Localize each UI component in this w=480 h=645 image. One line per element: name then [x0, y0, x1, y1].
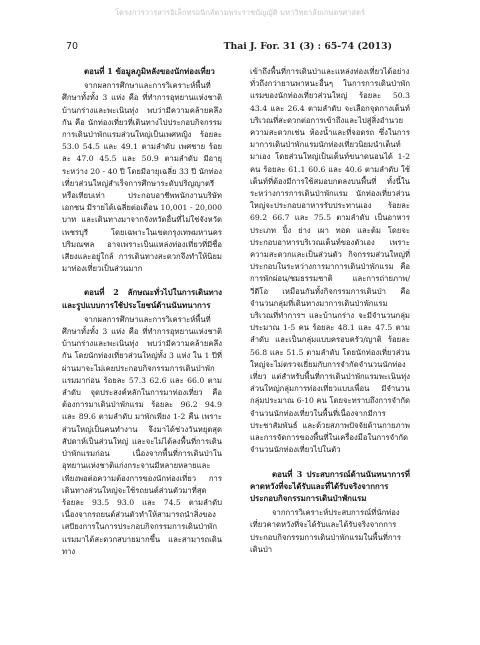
left-column	[62, 66, 222, 558]
section-3-heading: ตอนที่ 3 ประสบการณ์ด้านนันทนาการที่คาดหวังที่จะได้รับและที่ได้รับจริงจากการประกอบกิจกรรมการเดินป่าพักแรม	[250, 469, 410, 503]
section-2-heading: ตอนที่ 2 ลักษณะทั่วไปในการเดินทางและรูปแบบการใช้ประโยชน์ด้านนันทนาการ	[62, 288, 222, 310]
watermark-header: โครงการวารสารอิเล็กทรอนิกส์ตามพระราชบัญญัติ มหาวิทยาลัยเกษตรศาสตร์	[114, 8, 366, 17]
section-1-heading: ตอนที่ 1 ข้อมูลภูมิหลังของนักท่องเที่ยว	[84, 67, 215, 76]
paragraph-gap	[62, 275, 222, 287]
section-3-body: จากการวิเคราะห์ประสบการณ์ที่นักท่องเที่ยวคาดหวังที่จะได้รับและได้รับจริงจากการประกอบกิจกรรมการเดินป่าพักแรมในพื้นที่การเดินป่า	[250, 508, 401, 554]
section-2-body: จากผลการศึกษาและการวิเคราะห์พื้นที่ศึกษาทั้งทั้ง 3 แห่ง คือ ที่ทำการอุทยานแห่งชาติบ้านกร่างและพะเนินทุ่ง พบว่ามีความคล้ายคลึงกัน โดยนักท่องเที่ยวส่วนใหญ่ทั้ง 3 แห่ง ใน 1 ปีที่ผ่านมาจะไม่เคยประกอบกิจกรรมการเดินป่าพักแรมมาก่อน ร้อยละ 57.3 62.6 และ 66.0 ตามลำดับ จุดประสงค์หลักในการมาท่องเที่ยว คือ ต้องการมาเดินป่าพักแรม ร้อยละ 96.2 94.9 และ 89.6 ตามลำดับ มาพักเพียง 1-2 คืน เพราะส่วนใหญ่เป็นคนทำงาน จึงมาได้ช่วงวันหยุดสุดสัปดาห์เป็นส่วนใหญ่ และจะไม่ได้ลงพื้นที่การเดินป่าพักแรมก่อน เนื่องจากพื้นที่การเดินป่าในอุทยานแห่งชาติแก่งกระจานมีหลายหลายและเพียงพอต่อความต้องการของนักท่องเที่ยว การเดินทางส่วนใหญ่จะใช้รถยนต์ส่วนตัวมาที่สุด ร้อยละ 93.5 93.0 และ 74.5 ตามลำดับ เนื่องจากรถยนต์ส่วนตัวทำให้สามารถนำสิ่งของเสบียงการในการประกอบกิจกรรมการเดินป่าพักแรมมาได้สะดวกสบายมากขึ้น และสามารถเดินทาง	[62, 314, 222, 556]
continued-body: เข้าถึงพื้นที่การเดินป่าและแหล่งท่องเที่ยวได้อย่างทั่วถึงกว่ายานพาหนะอื่นๆ ในการการเดินป่าพักแรมของนักท่องเที่ยวส่วนใหญ่ ร้อยละ 50.3 43.4 และ 26.4 ตามลำดับ จะเลือกจุดกางเต็นท์บริเวณที่สะดวกต่อการเข้าถึงและไปสู่สิ่งอำนวยความสะดวกเช่น ห้องน้ำและที่จอดรถ ซึ่งในการมาการเดินป่าพักแรมนักท่องเที่ยวนิยมนำเต็นท์มาเอง โดยส่วนใหญ่เป็นเต็นท์ขนาดนอนได้ 1-2 คน ร้อยละ 61.1 60.6 และ 40.6 ตามลำดับ ใช้เต็นท์ที่ต้องมีการใช้สมอบกตลงบนพื้นที่ ทั้งนี้ในระหว่างการการเดินป่าพักแรม นักท่องเที่ยวส่วนใหญ่จะประกอบอาหารรับประทานเอง ร้อยละ 69.2 66.7 และ 75.5 ตามลำดับ เป็นอาหารประเภท ปิ้ง ย่าง เผา ทอด และต้ม โดยจะประกอบอาหารบริเวณเต็นท์ของตัวเอง เพราะความสะดวกและเป็นส่วนตัว กิจกรรมส่วนใหญ่ที่ประกอบในระหว่างการมาการเดินป่าพักแรม คือ การพักผ่อน/ชมธรรมชาติ และการถ่ายภาพ/วีดีโอ เหมือนกันทั้งกิจกรรมการเดินป่า คือ จำนวนกลุ่มที่เดินทางมาการเดินป่าพักแรม บริเวณที่ทำการฯ และบ้านกร่าง จะมีจำนวนกลุ่มประมาณ 1-5 คน ร้อยละ 48.1 และ 47.5 ตามลำดับ และเป็นกลุ่มแบบครอบครัว/ญาติ ร้อยละ 56.8 และ 51.5 ตามลำดับ โดยนักท่องเที่ยวส่วนใหญ่จะไม่ตรวจเยี่ยมกับการจำกัดจำนวนนักท่องเที่ยว แต่สำหรับพื้นที่การเดินป่าพักแรมพะเนินทุ่ง ส่วนใหญ่กลุ่มการท่องเที่ยวแบบเพื่อน มีจำนวนกลุ่มประมาณ 6-10 คน โดยจะทราบถึงการจำกัดจำนวนนักท่องเที่ยวในพื้นที่เนื่องจากมีการประชาสัมพันธ์ และด้วยสภาพปัจจัยด้านกายภาพ และการจัดการของพื้นที่ในเครื่องมือในการจำกัดจำนวนนักท่องเที่ยวไปในตัว	[250, 67, 410, 455]
journal-citation: Thai J. For. 31 (3) : 65-74 (2013)	[223, 41, 392, 52]
page-number: 70	[66, 41, 79, 52]
paragraph-gap	[250, 457, 410, 469]
right-column	[250, 66, 410, 556]
section-1-body: จากผลการศึกษาและการวิเคราะห์พื้นที่ศึกษาทั้งทั้ง 3 แห่ง คือ ที่ทำการอุทยานแห่งชาติบ้านกร่างและพะเนินทุ่ง พบว่ามีความคล้ายคลึงกัน คือ นักท่องเที่ยวที่เดินทางไปประกอบกิจกรรมการเดินป่าพักแรมส่วนใหญ่เป็นเพศหญิง ร้อยละ 53.0 54.5 และ 49.1 ตามลำดับ เพศชาย ร้อยละ 47.0 45.5 และ 50.9 ตามลำดับ มีอายุระหว่าง 20 - 40 ปี โดยมีอายุเฉลี่ย 33 ปี นักท่องเที่ยวส่วนใหญ่สำเร็จการศึกษาระดับปริญญาตรีหรือเทียบเท่า ประกอบอาชีพพนักงานบริษัทเอกชน มีรายได้เฉลี่ยต่อเดือน 10,001 - 20,000 บาท และเดินทางมาจากจังหวัดอื่นที่ไม่ใช่จังหวัดเพชรบุรี โดยเฉพาะในเขตกรุงเทพมหานครปริมณฑล อาจเพราะเป็นแหล่งท่องเที่ยวที่มีชื่อเสียงและอยู่ใกล้ การเดินทางสะดวกจึงทำให้นิยมมาท่องเที่ยวเป็นส่วนมาก	[62, 81, 222, 274]
